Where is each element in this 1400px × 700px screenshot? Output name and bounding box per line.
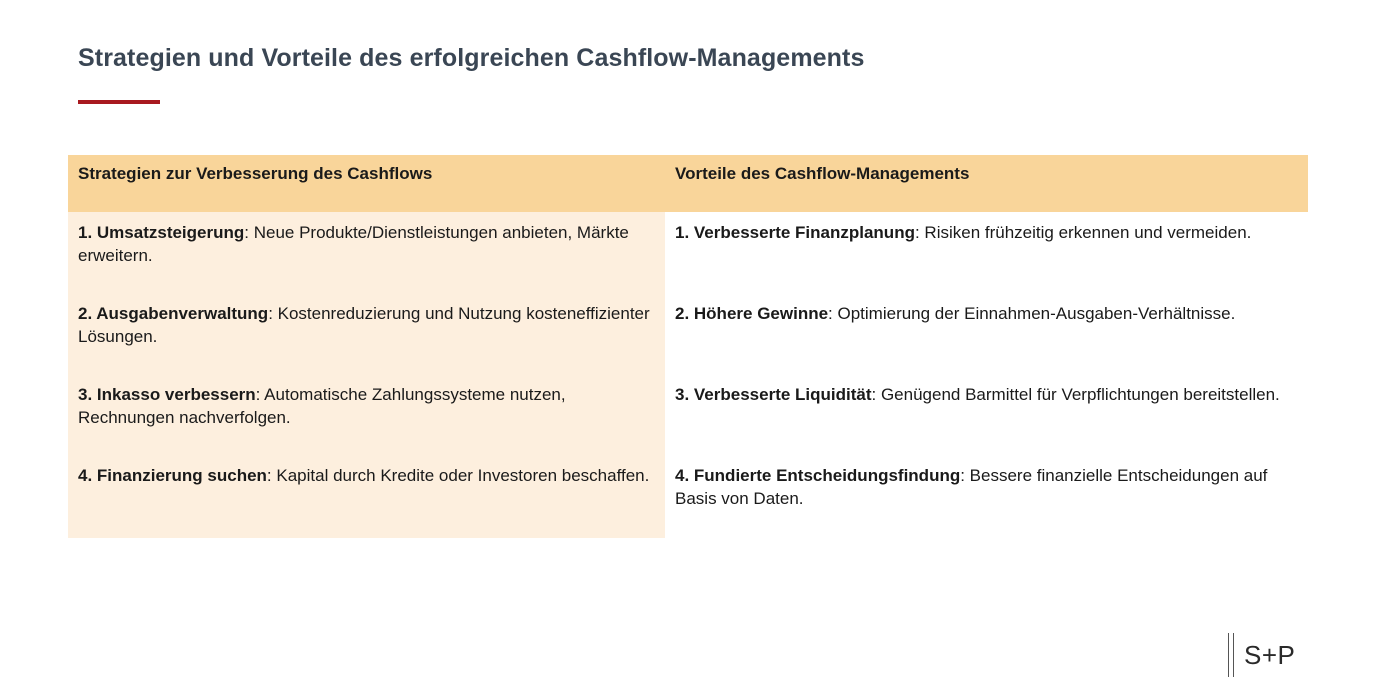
table-body-row	[68, 212, 1308, 538]
header-benefits: Vorteile des Cashflow-Managements	[675, 164, 970, 183]
benefit-item-title: 3. Verbesserte Liquidität	[675, 385, 872, 404]
strategy-item	[78, 464, 655, 510]
logo-text: S+P	[1244, 639, 1296, 670]
benefits-column	[665, 212, 1308, 538]
benefit-item	[675, 221, 1298, 267]
logo-bar-left	[1228, 633, 1229, 677]
strategy-item-text: : Neue Produkte/Dienstleistungen anbieten, Märkte erweitern.	[78, 223, 629, 265]
strategy-item-title: 1. Umsatzsteigerung	[78, 223, 245, 242]
benefit-item-text: : Risiken frühzeitig erkennen und vermeiden.	[914, 223, 1252, 242]
strategies-column	[68, 212, 665, 538]
comparison-table	[68, 155, 1308, 538]
strategy-item	[78, 302, 655, 348]
strategy-item	[78, 383, 655, 429]
benefit-item	[675, 302, 1298, 348]
strategy-item-title: 3. Inkasso verbessern	[78, 385, 256, 404]
benefit-item-text: : Optimierung der Einnahmen-Ausgaben-Verhältnisse.	[828, 304, 1236, 323]
header-strategies: Strategien zur Verbesserung des Cashflows	[78, 164, 433, 183]
slide-title: Strategien und Vorteile des erfolgreichen Cashflow-Managements	[78, 44, 865, 72]
title-accent-underline	[78, 100, 160, 104]
strategy-item-title: 4. Finanzierung suchen	[78, 466, 267, 485]
strategy-item-text: : Kapital durch Kredite oder Investoren beschaffen.	[266, 466, 650, 485]
benefit-item-text: : Genügend Barmittel für Verpflichtungen bereitstellen.	[871, 385, 1280, 404]
logo-bar-right	[1233, 633, 1234, 677]
company-logo	[1228, 632, 1295, 678]
benefit-item	[675, 464, 1298, 510]
table-header-row	[68, 155, 1308, 212]
benefit-item-title: 2. Höhere Gewinne	[675, 304, 829, 323]
strategy-item-text: : Automatische Zahlungssysteme nutzen, Rechnungen nachverfolgen.	[78, 385, 566, 427]
benefit-item-title: 1. Verbesserte Finanzplanung	[675, 223, 915, 242]
strategy-item-text: : Kostenreduzierung und Nutzung kosteneffizienter Lösungen.	[78, 304, 650, 346]
benefit-item-text: : Bessere finanzielle Entscheidungen auf Basis von Daten.	[675, 466, 1268, 508]
benefit-item	[675, 383, 1298, 429]
benefit-item-title: 4. Fundierte Entscheidungsfindung	[675, 466, 961, 485]
strategy-item	[78, 221, 655, 267]
strategy-item-title: 2. Ausgabenverwaltung	[78, 304, 269, 323]
